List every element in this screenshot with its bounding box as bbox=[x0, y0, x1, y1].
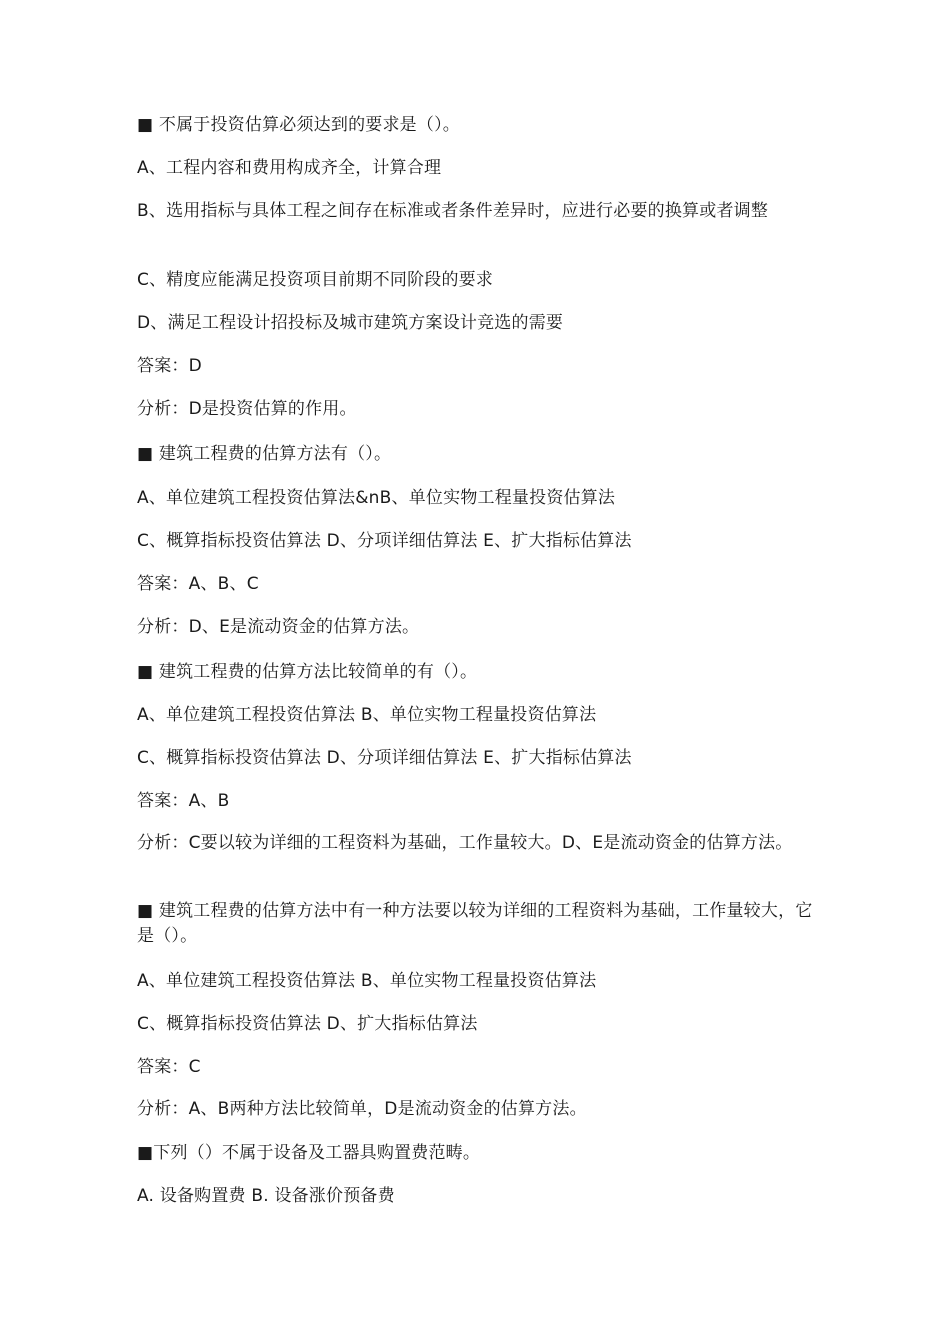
option-a: A、工程内容和费用构成齐全，计算合理 bbox=[137, 158, 442, 178]
analysis: 分析：D是投资估算的作用。 bbox=[137, 399, 357, 419]
answer: 答案：A、B bbox=[137, 791, 230, 811]
answer: 答案：C bbox=[137, 1057, 201, 1077]
analysis: 分析：D、E是流动资金的估算方法。 bbox=[137, 617, 420, 637]
question-3: ■ 建筑工程费的估算方法比较简单的有（）。 bbox=[137, 662, 478, 682]
option-cde: C、概算指标投资估算法 D、分项详细估算法 E、扩大指标估算法 bbox=[137, 748, 632, 768]
option-cd: C、概算指标投资估算法 D、扩大指标估算法 bbox=[137, 1014, 478, 1034]
answer: 答案：A、B、C bbox=[137, 574, 259, 594]
question-2: ■ 建筑工程费的估算方法有（）。 bbox=[137, 444, 392, 464]
option-c: C、精度应能满足投资项目前期不同阶段的要求 bbox=[137, 270, 494, 290]
option-b: B、选用指标与具体工程之间存在标准或者条件差异时，应进行必要的换算或者调整 bbox=[137, 201, 769, 221]
question-1: ■ 不属于投资估算必须达到的要求是（）。 bbox=[137, 115, 460, 135]
option-ab: A、单位建筑工程投资估算法 B、单位实物工程量投资估算法 bbox=[137, 705, 597, 725]
analysis: 分析：A、B两种方法比较简单，D是流动资金的估算方法。 bbox=[137, 1099, 587, 1119]
option-ab: A. 设备购置费 B. 设备涨价预备费 bbox=[137, 1186, 395, 1206]
option-ab: A、单位建筑工程投资估算法 B、单位实物工程量投资估算法 bbox=[137, 971, 597, 991]
question-4: ■ 建筑工程费的估算方法中有一种方法要以较为详细的工程资料为基础，工作量较大，它是（）。 bbox=[137, 901, 813, 946]
question-5: ■下列（）不属于设备及工器具购置费范畴。 bbox=[137, 1143, 481, 1163]
analysis: 分析：C要以较为详细的工程资料为基础，工作量较大。D、E是流动资金的估算方法。 bbox=[137, 833, 793, 853]
option-ab: A、单位建筑工程投资估算法&nB、单位实物工程量投资估算法 bbox=[137, 488, 616, 508]
option-cde: C、概算指标投资估算法 D、分项详细估算法 E、扩大指标估算法 bbox=[137, 531, 632, 551]
option-d: D、满足工程设计招投标及城市建筑方案设计竞选的需要 bbox=[137, 313, 564, 333]
answer: 答案：D bbox=[137, 356, 202, 376]
